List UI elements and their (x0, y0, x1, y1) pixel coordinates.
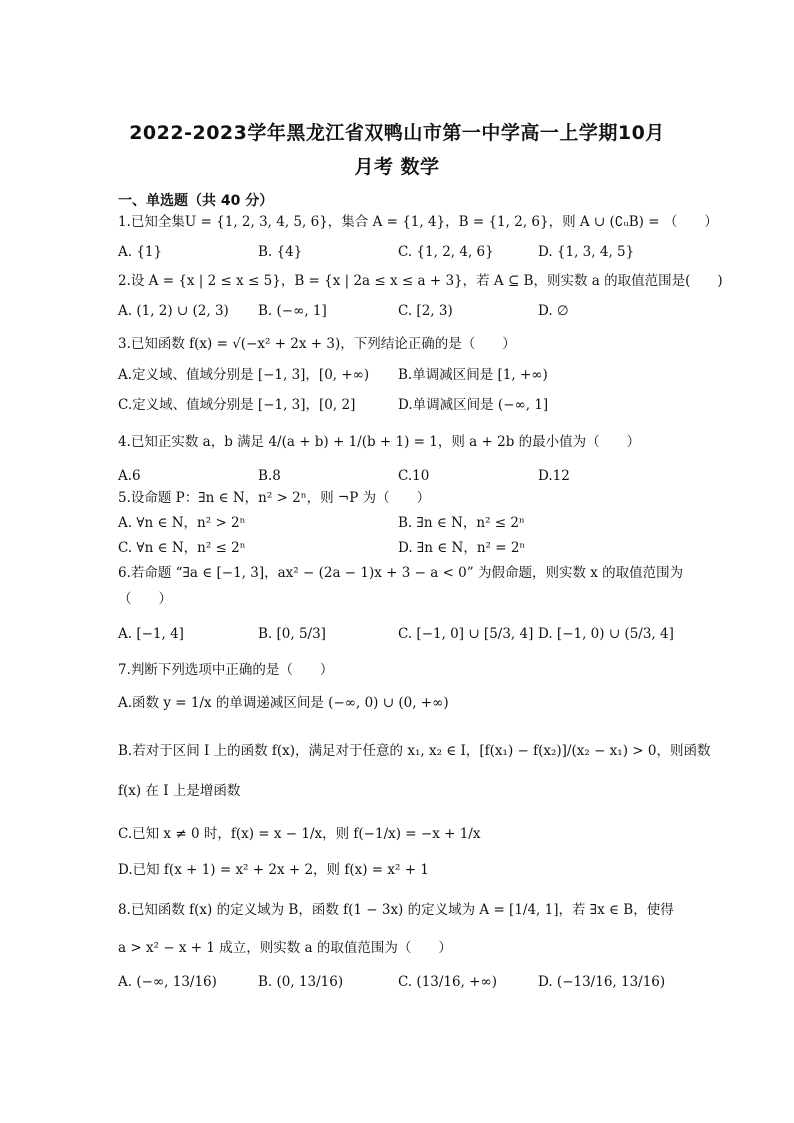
question-2-option-a: A. (1, 2) ∪ (2, 3) (118, 303, 229, 319)
question-8-stem: 8.已知函数 f(x) 的定义域为 B，函数 f(1 − 3x) 的定义域为 A = [1/4, 1]，若 ∃x ∈ B，使得 (118, 902, 674, 918)
question-8-option-d: D. (−13/16, 13/16) (538, 974, 666, 990)
question-1-option-c: C. {1, 2, 4, 6} (398, 244, 494, 260)
question-1-option-d: D. {1, 3, 4, 5} (538, 244, 635, 260)
question-3-option-d: D.单调减区间是 (−∞, 1] (398, 397, 549, 413)
question-3-option-b: B.单调减区间是 [1, +∞) (398, 367, 548, 383)
question-4-option-a: A.6 (118, 468, 141, 484)
question-3-stem: 3.已知函数 f(x) = √(−x² + 2x + 3)，下列结论正确的是（ ） (118, 336, 516, 352)
question-8-option-c: C. (13/16, +∞) (398, 974, 498, 990)
question-7-option-c: C.已知 x ≠ 0 时，f(x) = x − 1/x，则 f(−1/x) = −x + 1/x (118, 826, 481, 842)
question-3-option-a: A.定义域、值域分别是 [−1, 3]，[0, +∞) (118, 367, 370, 383)
question-2-option-b: B. (−∞, 1] (258, 303, 327, 319)
question-4-option-c: C.10 (398, 468, 430, 484)
question-1-stem: 1.已知全集U = {1, 2, 3, 4, 5, 6}，集合 A = {1, 4}，B = {1, 2, 6}，则 A ∪ (∁ᵤB) = （ ） (118, 214, 718, 230)
question-7-option-b: B.若对于区间 I 上的函数 f(x)，满足对于任意的 x₁, x₂ ∈ I，[f(x₁) − f(x₂)]/(x₂ − x₁) > 0，则函数 (118, 743, 711, 759)
section-heading: 一、单选题（共 40 分） (118, 193, 274, 209)
question-6-option-c: C. [−1, 0] ∪ [5/3, 4] (398, 626, 534, 642)
question-5-stem: 5.设命题 P：∃n ∈ N，n² > 2ⁿ，则 ¬P 为（ ） (118, 490, 431, 506)
question-6-option-d: D. [−1, 0) ∪ (5/3, 4] (538, 626, 674, 642)
question-6-option-a: A. [−1, 4] (118, 626, 184, 642)
question-6-stem-cont: （ ） (118, 591, 172, 607)
exam-title-line1: 2022-2023学年黑龙江省双鸭山市第一中学高一上学期10月 (129, 122, 665, 144)
question-1-option-b: B. {4} (258, 244, 303, 260)
question-6-option-b: B. [0, 5/3] (258, 626, 326, 642)
question-1-option-a: A. {1} (118, 244, 163, 260)
question-4-stem: 4.已知正实数 a，b 满足 4/(a + b) + 1/(b + 1) = 1，则 a + 2b 的最小值为（ ） (118, 434, 641, 450)
exam-title-line2: 月考 数学 (354, 156, 440, 178)
question-2-stem: 2.设 A = {x | 2 ≤ x ≤ 5}，B = {x | 2a ≤ x ≤ a + 3}，若 A ⊆ B，则实数 a 的取值范围是( ) (118, 273, 723, 289)
question-7-stem: 7.判断下列选项中正确的是（ ） (118, 662, 334, 678)
question-6-stem: 6.若命题 “∃a ∈ [−1, 3]，ax² − (2a − 1)x + 3 − a < 0” 为假命题，则实数 x 的取值范围为 (118, 565, 684, 581)
question-2-option-d: D. ∅ (538, 303, 569, 319)
question-7-option-a: A.函数 y = 1/x 的单调递减区间是 (−∞, 0) ∪ (0, +∞) (118, 695, 449, 711)
question-5-option-d: D. ∃n ∈ N，n² = 2ⁿ (398, 540, 526, 556)
question-4-option-d: D.12 (538, 468, 570, 484)
question-7-option-b-cont: f(x) 在 I 上是增函数 (118, 783, 241, 799)
question-5-option-c: C. ∀n ∈ N，n² ≤ 2ⁿ (118, 540, 246, 556)
question-7-option-d: D.已知 f(x + 1) = x² + 2x + 2，则 f(x) = x² + 1 (118, 862, 429, 878)
question-8-option-b: B. (0, 13/16) (258, 974, 344, 990)
question-8-option-a: A. (−∞, 13/16) (118, 974, 217, 990)
question-5-option-a: A. ∀n ∈ N，n² > 2ⁿ (118, 515, 246, 531)
question-2-option-c: C. [2, 3) (398, 303, 453, 319)
question-3-option-c: C.定义域、值域分别是 [−1, 3]，[0, 2] (118, 397, 356, 413)
question-4-option-b: B.8 (258, 468, 281, 484)
question-8-stem-cont: a > x² − x + 1 成立，则实数 a 的取值范围为（ ） (118, 940, 452, 956)
question-5-option-b: B. ∃n ∈ N，n² ≤ 2ⁿ (398, 515, 525, 531)
